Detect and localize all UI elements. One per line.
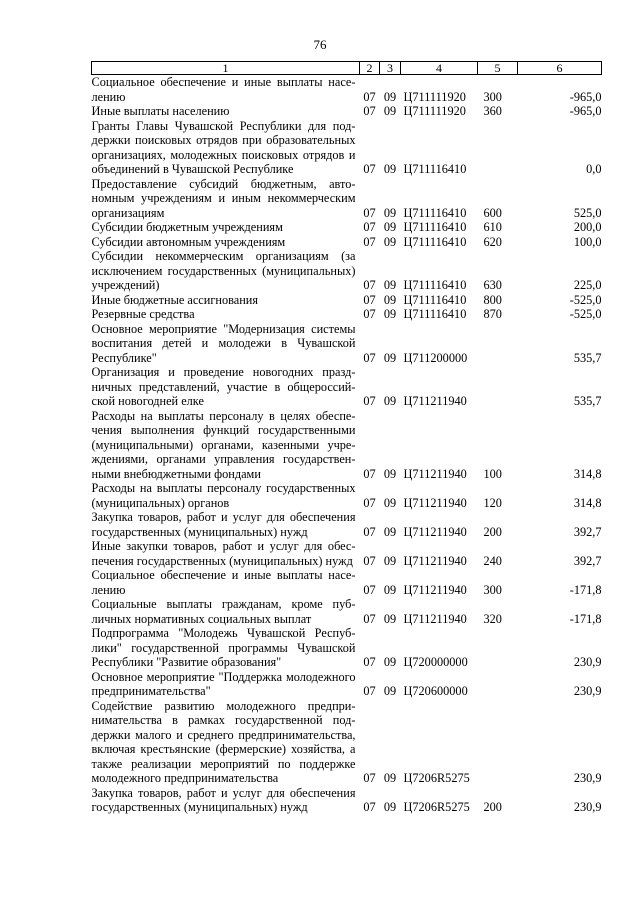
row-subsection: 09 <box>383 524 397 539</box>
row-subsection: 09 <box>383 553 397 568</box>
header-cell-subsection: 3 <box>380 62 401 75</box>
row-section: 07 <box>363 655 376 669</box>
row-section: 07 <box>363 350 376 365</box>
row-amount: 100,0 <box>573 234 602 249</box>
row-subsection: 09 <box>383 655 397 669</box>
row-target-item: Ц711116410 <box>403 234 467 249</box>
row-subsection: 09 <box>383 205 397 220</box>
row-subsection: 09 <box>383 104 397 118</box>
row-subsection: 09 <box>383 495 397 510</box>
row-expense-type: 100 <box>483 466 502 481</box>
row-expense-type <box>478 322 518 366</box>
row-target-item: Ц711111920 <box>403 104 466 118</box>
row-subsection: 09 <box>383 307 397 321</box>
table-row <box>92 119 602 177</box>
row-target-item: Ц711116410 <box>403 278 467 292</box>
row-name: Расходы на выплаты персоналу государственных (муниципальных) органов <box>91 481 356 510</box>
table-row <box>92 220 602 235</box>
row-name: Содействие развитию молодежного предпринимательства в рамках государственной поддержки малого и среднего предпринимательства, включая крестьянские (фермерские) хозяйства, а также реализации мероприятий по поддержке молодежного предпринимательства <box>91 698 356 785</box>
budget-table <box>91 61 602 815</box>
row-name: Иные бюджетные ассигнования <box>91 292 259 307</box>
table-row <box>92 365 602 409</box>
row-subsection: 09 <box>383 234 397 249</box>
row-amount: -525,0 <box>569 307 602 321</box>
row-expense-type: 630 <box>483 278 502 292</box>
row-target-item: Ц711211940 <box>403 611 467 626</box>
row-target-item: Ц720600000 <box>403 684 468 698</box>
table-row <box>92 539 602 568</box>
row-section: 07 <box>363 582 376 597</box>
row-name: Резервные средства <box>91 307 195 321</box>
row-subsection: 09 <box>383 684 397 698</box>
row-target-item: Ц711211940 <box>403 553 467 568</box>
row-expense-type <box>478 119 518 177</box>
row-subsection: 09 <box>383 292 397 307</box>
page-number: 76 <box>313 37 327 52</box>
row-target-item: Ц711116410 <box>403 292 467 307</box>
row-subsection: 09 <box>383 771 397 785</box>
row-section: 07 <box>363 771 376 785</box>
row-name: Гранты Главы Чувашской Республики для поддержки поисковых отрядов при образовательных организациях, молодежных поисковых отрядов и объединений в Чувашской Республике <box>91 118 356 176</box>
row-amount: 230,9 <box>573 771 602 785</box>
row-target-item: Ц711211940 <box>403 495 467 510</box>
header-cell-section: 2 <box>360 62 380 75</box>
row-section: 07 <box>363 684 376 698</box>
table-row <box>92 177 602 221</box>
row-section: 07 <box>363 394 376 408</box>
row-expense-type <box>478 670 518 699</box>
row-expense-type <box>478 699 518 786</box>
row-section: 07 <box>363 524 376 539</box>
row-name: Социальное обеспечение и иные выплаты населению <box>91 75 356 104</box>
row-section: 07 <box>363 553 376 568</box>
row-section: 07 <box>363 292 376 307</box>
row-name: Предоставление субсидий бюджетным, автономным учреждениям и иным некоммерческим организациям <box>91 176 356 220</box>
row-target-item: Ц711116410 <box>403 162 467 176</box>
table-row <box>92 510 602 539</box>
row-subsection: 09 <box>383 89 397 104</box>
row-expense-type: 300 <box>483 89 502 104</box>
row-target-item: Ц711211940 <box>403 394 467 408</box>
row-section: 07 <box>363 800 376 814</box>
row-name: Расходы на выплаты персоналу в целях обеспечения выполнения функций государственными (муниципальными) органами, казенными учреждениями, органами управления государственными внебюджетными фондами <box>91 408 356 481</box>
row-expense-type: 620 <box>483 234 502 249</box>
row-expense-type: 200 <box>483 524 502 539</box>
table-row <box>92 670 602 699</box>
row-section: 07 <box>363 278 376 292</box>
table-row <box>92 307 602 322</box>
row-amount: 230,9 <box>573 655 602 669</box>
header-cell-expense-type: 5 <box>478 62 518 75</box>
row-amount: -965,0 <box>569 104 602 118</box>
row-amount: 230,9 <box>573 684 602 698</box>
row-section: 07 <box>363 495 376 510</box>
row-expense-type: 610 <box>483 220 502 234</box>
row-section: 07 <box>363 162 376 176</box>
row-target-item: Ц711200000 <box>403 350 468 365</box>
row-amount: 230,9 <box>573 800 602 814</box>
row-amount: 392,7 <box>573 524 602 539</box>
table-row <box>92 568 602 597</box>
row-subsection: 09 <box>383 278 397 292</box>
row-amount: 314,8 <box>573 466 602 481</box>
row-subsection: 09 <box>383 162 397 176</box>
table-row <box>92 786 602 815</box>
row-name: Субсидии бюджетным учреждениям <box>91 220 283 234</box>
row-subsection: 09 <box>383 394 397 408</box>
row-expense-type <box>478 365 518 409</box>
row-section: 07 <box>363 466 376 481</box>
row-amount: 200,0 <box>573 220 602 234</box>
table-row <box>92 409 602 482</box>
row-name: Основное мероприятие "Модернизация системы воспитания детей и молодежи в Чувашской Республике" <box>91 321 356 365</box>
row-target-item: Ц711211940 <box>403 582 467 597</box>
row-expense-type <box>478 626 518 670</box>
row-section: 07 <box>363 307 376 321</box>
row-amount: 0,0 <box>586 162 602 176</box>
row-subsection: 09 <box>383 350 397 365</box>
row-target-item: Ц711116410 <box>403 307 467 321</box>
row-section: 07 <box>363 234 376 249</box>
row-target-item: Ц711111920 <box>403 89 466 104</box>
row-expense-type: 600 <box>483 205 502 220</box>
row-name: Иные выплаты населению <box>91 104 230 118</box>
row-subsection: 09 <box>383 220 397 234</box>
row-section: 07 <box>363 611 376 626</box>
table-row <box>92 597 602 626</box>
row-amount: -171,8 <box>569 611 602 626</box>
header-cell-name: 1 <box>92 62 360 75</box>
row-target-item: Ц711116410 <box>403 205 467 220</box>
table-header-row <box>92 62 602 75</box>
row-subsection: 09 <box>383 466 397 481</box>
row-amount: 535,7 <box>573 350 602 365</box>
row-name: Основное мероприятие "Поддержка молодежного предпринимательства" <box>91 669 356 698</box>
row-target-item: Ц711116410 <box>403 220 467 234</box>
row-expense-type: 200 <box>483 800 502 814</box>
row-name: Подпрограмма "Молодежь Чувашской Республики" государственной программы Чувашской Республики "Развитие образования" <box>91 626 356 669</box>
table-row <box>92 104 602 119</box>
row-name: Социальное обеспечение и иные выплаты населению <box>91 568 356 597</box>
row-subsection: 09 <box>383 582 397 597</box>
table-row <box>92 293 602 308</box>
table-row <box>92 481 602 510</box>
row-name: Закупка товаров, работ и услуг для обеспечения государственных (муниципальных) нужд <box>91 510 356 539</box>
row-target-item: Ц7206R5275 <box>403 771 470 785</box>
table-row <box>92 235 602 250</box>
row-amount: 525,0 <box>573 205 602 220</box>
row-expense-type: 240 <box>483 553 502 568</box>
row-name: Закупка товаров, работ и услуг для обеспечения государственных (муниципальных) нужд <box>91 785 356 814</box>
row-name: Социальные выплаты гражданам, кроме публичных нормативных социальных выплат <box>91 597 356 626</box>
row-expense-type: 120 <box>483 495 502 510</box>
row-subsection: 09 <box>383 611 397 626</box>
row-expense-type: 300 <box>483 582 502 597</box>
table-body <box>92 75 602 815</box>
row-target-item: Ц711211940 <box>403 524 467 539</box>
table-row <box>92 75 602 105</box>
row-expense-type: 800 <box>483 292 502 307</box>
row-target-item: Ц711211940 <box>403 466 467 481</box>
row-section: 07 <box>363 89 376 104</box>
row-expense-type: 320 <box>483 611 502 626</box>
table-row <box>92 322 602 366</box>
row-name: Субсидии автономным учреждениям <box>91 234 286 249</box>
row-target-item: Ц720000000 <box>403 655 468 669</box>
row-amount: -525,0 <box>569 292 602 307</box>
row-amount: 314,8 <box>573 495 602 510</box>
row-target-item: Ц7206R5275 <box>403 800 470 814</box>
header-cell-target-item: 4 <box>401 62 478 75</box>
row-section: 07 <box>363 205 376 220</box>
row-name: Организация и проведение новогодних праздничных представлений, участие в общероссийской новогодней елке <box>91 365 356 408</box>
header-cell-amount: 6 <box>518 62 602 75</box>
row-amount: 392,7 <box>573 553 602 568</box>
row-expense-type: 870 <box>483 307 502 321</box>
table-row <box>92 699 602 786</box>
table-row <box>92 249 602 293</box>
row-amount: -965,0 <box>569 89 602 104</box>
row-amount: -171,8 <box>569 582 602 597</box>
row-name: Субсидии некоммерческим организациям (за исключением государственных (муниципальных) учреждений) <box>91 249 356 292</box>
row-name: Иные закупки товаров, работ и услуг для обеспечения государственных (муниципальных) нужд <box>91 539 356 568</box>
row-amount: 225,0 <box>573 278 602 292</box>
row-expense-type: 360 <box>483 104 502 118</box>
row-section: 07 <box>363 220 376 234</box>
row-subsection: 09 <box>383 800 397 814</box>
table-row <box>92 626 602 670</box>
row-amount: 535,7 <box>573 394 602 408</box>
row-section: 07 <box>363 104 376 118</box>
